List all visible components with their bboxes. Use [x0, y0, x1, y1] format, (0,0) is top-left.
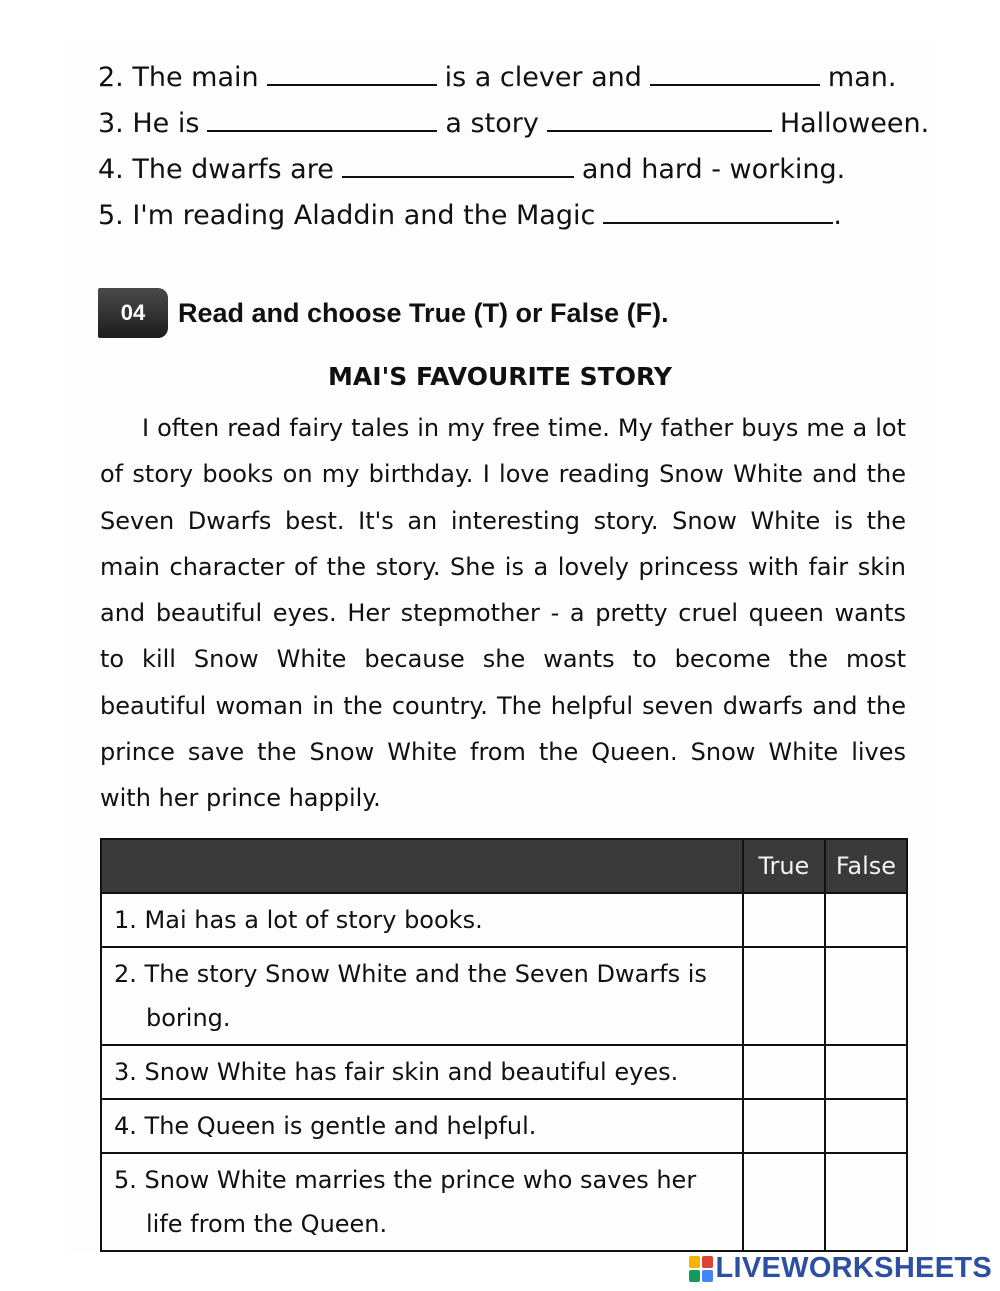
line-text: a story [445, 108, 539, 139]
statement-text: 2. The story Snow White and the Seven Dwarfs is boring. [114, 960, 707, 1032]
liveworksheets-footer [689, 1252, 993, 1285]
true-false-table [100, 838, 908, 1252]
true-answer-box[interactable] [743, 893, 825, 947]
statement-cell [101, 1153, 743, 1251]
statement-text: 3. Snow White has fair skin and beautiful eyes. [114, 1058, 679, 1086]
blank-line-4 [98, 147, 929, 193]
line-text: 2. The main [98, 62, 259, 93]
table-row [101, 947, 907, 1045]
false-header: False [825, 839, 907, 893]
answer-blank[interactable] [547, 104, 772, 132]
section-header [98, 288, 669, 338]
line-text: 5. I'm reading Aladdin and the Magic [98, 200, 596, 231]
line-text: man. [827, 62, 897, 93]
statement-cell [101, 1099, 743, 1153]
true-answer-box[interactable] [743, 1099, 825, 1153]
logo-square [689, 1270, 700, 1282]
true-answer-box[interactable] [743, 1045, 825, 1099]
answer-blank[interactable] [207, 104, 437, 132]
table-row [101, 1099, 907, 1153]
answer-blank[interactable] [342, 150, 574, 178]
fill-blanks-exercise [98, 55, 929, 239]
story-title: MAI'S FAVOURITE STORY [328, 362, 672, 391]
logo-square [689, 1256, 700, 1268]
false-answer-box[interactable] [825, 947, 907, 1045]
answer-blank[interactable] [650, 58, 820, 86]
statement-cell [101, 947, 743, 1045]
blank-line-5 [98, 193, 929, 239]
logo-square [702, 1270, 713, 1282]
section-number-badge: 04 [98, 288, 168, 338]
false-answer-box[interactable] [825, 1153, 907, 1251]
liveworksheets-logo-icon [689, 1256, 713, 1282]
table-row [101, 1045, 907, 1099]
table-row [101, 1153, 907, 1251]
true-answer-box[interactable] [743, 947, 825, 1045]
blank-line-3 [98, 101, 929, 147]
logo-square [702, 1256, 713, 1268]
false-answer-box[interactable] [825, 1099, 907, 1153]
answer-blank[interactable] [267, 58, 437, 86]
line-text: 4. The dwarfs are [98, 154, 334, 185]
statement-text: 1. Mai has a lot of story books. [114, 906, 483, 934]
line-text: and hard - working. [581, 154, 846, 185]
false-answer-box[interactable] [825, 893, 907, 947]
statement-text: 5. Snow White marries the prince who saves her life from the Queen. [114, 1166, 697, 1238]
story-passage: I often read fairy tales in my free time. My father buys me a lot of story books on my birthday. I love reading Snow White and the Seven Dwarfs best. It's an interesting story. Snow White is the main character of the story. She is a lovely princess with fair skin and beautiful eyes. Her stepmother - a pretty cruel queen wants to kill Snow White because she wants to become the most beautiful woman in the country. The helpful seven dwarfs and the prince save the Snow White from the Queen. Snow White lives with her prince happily. [100, 414, 906, 813]
section-instruction: Read and choose True (T) or False (F). [178, 297, 669, 328]
true-answer-box[interactable] [743, 1153, 825, 1251]
statement-text: 4. The Queen is gentle and helpful. [114, 1112, 537, 1140]
answer-blank[interactable] [603, 196, 833, 224]
statement-cell [101, 1045, 743, 1099]
false-answer-box[interactable] [825, 1045, 907, 1099]
table-header-row [101, 839, 907, 893]
brand-name[interactable]: LIVEWORKSHEETS [715, 1252, 992, 1284]
true-header: True [743, 839, 825, 893]
statement-header [101, 839, 743, 893]
line-text: . [833, 200, 842, 231]
table-row [101, 893, 907, 947]
line-text: 3. He is [98, 108, 200, 139]
blank-line-2 [98, 55, 929, 101]
line-text: Halloween. [779, 108, 930, 139]
line-text: is a clever and [444, 62, 642, 93]
statement-cell [101, 893, 743, 947]
